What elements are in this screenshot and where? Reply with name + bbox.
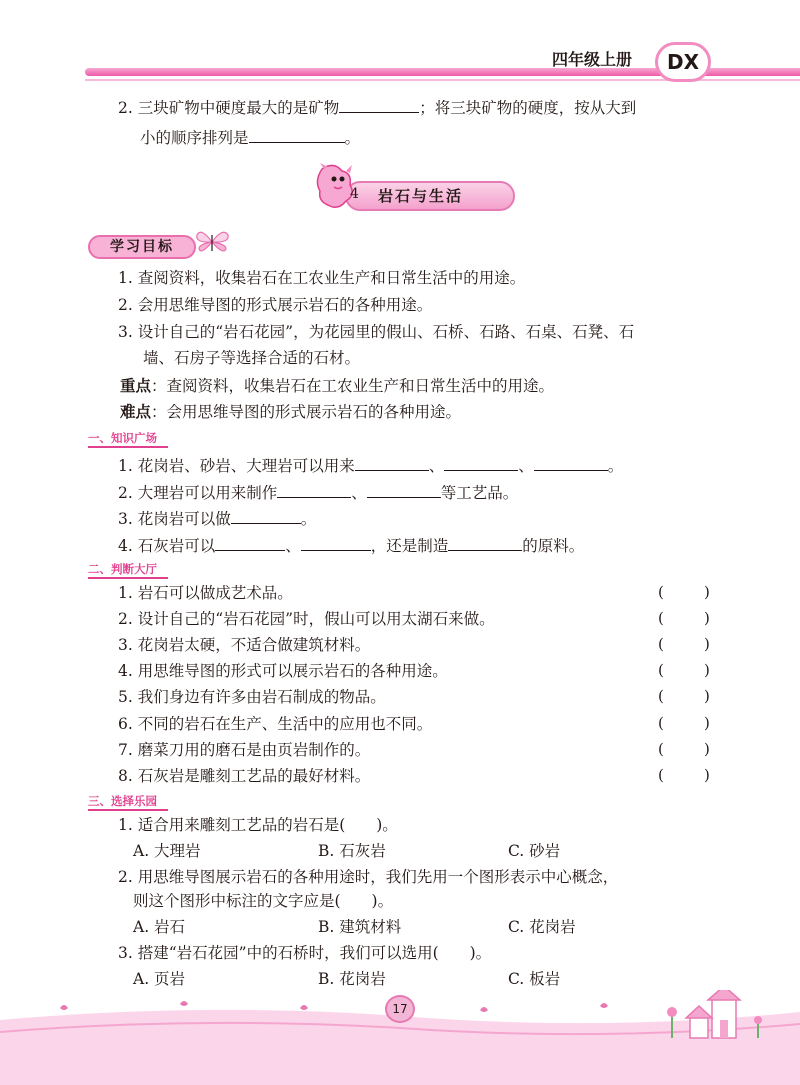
carryover-line-1: 2. 三块矿物中硬度最大的是矿物 ；将三块矿物的硬度，按从大到 bbox=[118, 99, 637, 117]
s1-question-1: 1. 花岗岩、砂岩、大理岩可以用来 、 、 。 bbox=[118, 457, 624, 475]
difficult-point: 难点：会用思维导图的形式展示岩石的各种用途。 bbox=[120, 403, 462, 421]
grade-label: 四年级上册 bbox=[552, 50, 633, 69]
judge-paren-open: ( bbox=[658, 687, 664, 705]
judge-paren-open: ( bbox=[658, 583, 664, 601]
study-goals-tab: 学习目标 bbox=[88, 235, 196, 259]
lesson-title: 岩石与生活 bbox=[378, 187, 464, 205]
s1-question-2: 2. 大理岩可以用来制作 、 等工艺品。 bbox=[118, 484, 519, 502]
goal-item-3: 3. 设计自己的“岩石花园”，为花园里的假山、石桥、石路、石桌、石凳、石 bbox=[118, 323, 635, 341]
s1-question-3: 3. 花岗岩可以做 。 bbox=[118, 510, 317, 528]
judge-paren-open: ( bbox=[658, 766, 664, 784]
judge-paren-close: ) bbox=[704, 766, 710, 784]
s1-question-4: 4. 石灰岩可以 、 ，还是制造 的原料。 bbox=[118, 537, 585, 555]
section-2-heading: 二、判断大厅 bbox=[88, 562, 157, 576]
edition-badge: DX bbox=[655, 42, 711, 82]
section-3-heading: 三、选择乐园 bbox=[88, 794, 157, 808]
judge-paren-close: ) bbox=[704, 583, 710, 601]
judge-paren-close: ) bbox=[704, 609, 710, 627]
choice-question-3: 3. 搭建“岩石花园”中的石桥时，我们可以选用( )。 bbox=[118, 944, 492, 962]
choice-question-1: 1. 适合用来雕刻工艺品的岩石是( )。 bbox=[118, 816, 398, 834]
judge-item-8: 8. 石灰岩是雕刻工艺品的最好材料。 bbox=[118, 767, 371, 785]
choice-option: A. 岩石 bbox=[133, 918, 186, 936]
judge-item-3: 3. 花岗岩太硬，不适合做建筑材料。 bbox=[118, 636, 371, 654]
judge-paren-close: ) bbox=[704, 687, 710, 705]
butterfly-icon bbox=[193, 227, 231, 257]
section-1-heading: 一、知识广场 bbox=[88, 431, 157, 445]
judge-paren-close: ) bbox=[704, 661, 710, 679]
key-point: 重点：查阅资料，收集岩石在工农业生产和日常生活中的用途。 bbox=[120, 377, 555, 395]
judge-item-2: 2. 设计自己的“岩石花园”时，假山可以用太湖石来做。 bbox=[118, 610, 495, 628]
choice-question-2: 2. 用思维导图展示岩石的各种用途时，我们先用一个图形表示中心概念， bbox=[118, 868, 619, 886]
lesson-number: 4 bbox=[350, 186, 359, 202]
section-1-underline bbox=[88, 446, 168, 448]
choice-question-2-cont: 则这个图形中标注的文字应是( )。 bbox=[133, 892, 394, 910]
choice-option: B. 花岗岩 bbox=[318, 970, 386, 988]
choice-option: C. 板岩 bbox=[508, 970, 561, 988]
judge-paren-close: ) bbox=[704, 740, 710, 758]
judge-item-1: 1. 岩石可以做成艺术品。 bbox=[118, 584, 293, 602]
page-number: 17 bbox=[385, 995, 415, 1023]
goal-item-1: 1. 查阅资料，收集岩石在工农业生产和日常生活中的用途。 bbox=[118, 269, 526, 287]
judge-item-4: 4. 用思维导图的形式可以展示岩石的各种用途。 bbox=[118, 662, 448, 680]
judge-paren-open: ( bbox=[658, 635, 664, 653]
judge-item-6: 6. 不同的岩石在生产、生活中的应用也不同。 bbox=[118, 715, 433, 733]
choice-option: A. 页岩 bbox=[133, 970, 186, 988]
judge-paren-close: ) bbox=[704, 714, 710, 732]
judge-paren-close: ) bbox=[704, 635, 710, 653]
judge-item-7: 7. 磨菜刀用的磨石是由页岩制作的。 bbox=[118, 741, 371, 759]
section-2-underline bbox=[88, 577, 168, 579]
choice-option: C. 花岗岩 bbox=[508, 918, 576, 936]
choice-option: C. 砂岩 bbox=[508, 842, 561, 860]
goal-item-2: 2. 会用思维导图的形式展示岩石的各种用途。 bbox=[118, 296, 433, 314]
choice-option: B. 石灰岩 bbox=[318, 842, 386, 860]
judge-paren-open: ( bbox=[658, 740, 664, 758]
choice-option: B. 建筑材料 bbox=[318, 918, 402, 936]
choice-option: A. 大理岩 bbox=[133, 842, 201, 860]
judge-paren-open: ( bbox=[658, 714, 664, 732]
judge-item-5: 5. 我们身边有许多由岩石制成的物品。 bbox=[118, 688, 386, 706]
carryover-line-2: 小的顺序排列是 。 bbox=[140, 129, 361, 147]
section-3-underline bbox=[88, 809, 168, 811]
goal-item-3-cont: 墙、石房子等选择合适的石材。 bbox=[143, 349, 361, 367]
judge-paren-open: ( bbox=[658, 609, 664, 627]
judge-paren-open: ( bbox=[658, 661, 664, 679]
